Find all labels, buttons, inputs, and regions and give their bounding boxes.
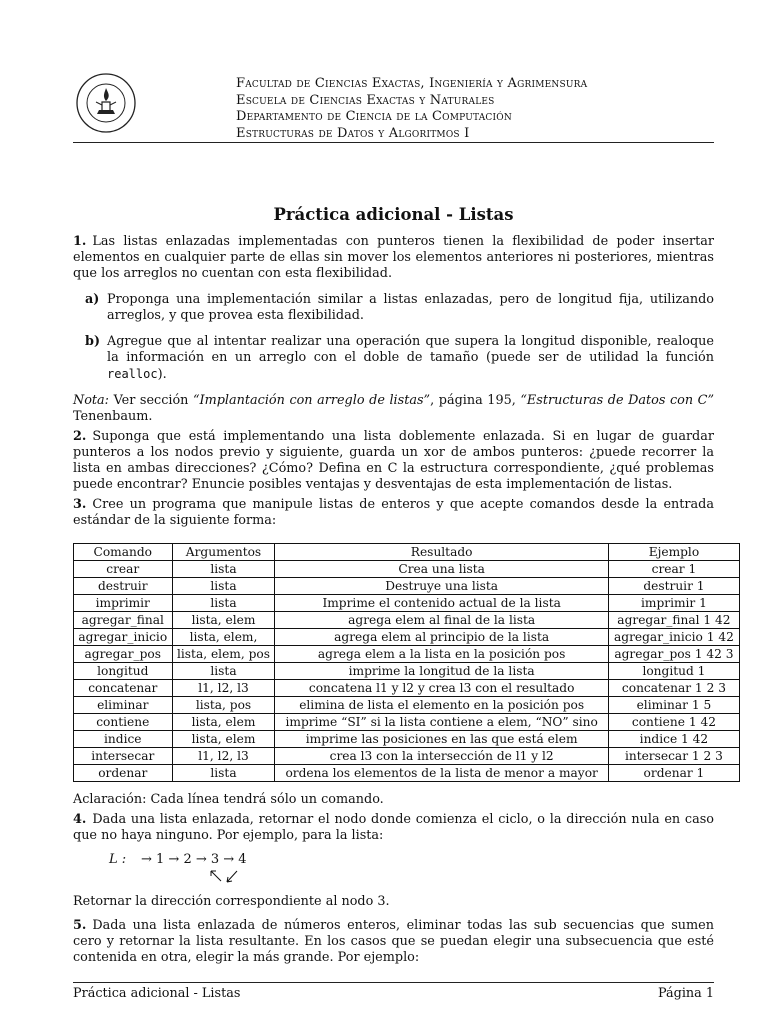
cell-comando: crear (74, 561, 173, 578)
question-3-number: 3. (73, 497, 87, 512)
cell-ejemplo: contiene 1 42 (608, 714, 739, 731)
cell-ejemplo: imprimir 1 (608, 595, 739, 612)
cell-ejemplo: agregar_inicio 1 42 (608, 629, 739, 646)
question-5-text: Dada una lista enlazada de números enteros, eliminar todas las sub secuencias que sumen cero y retornar la lista resultante. En los casos que se puedan elegir una subsecuencia que esté contenida en otra, elegir la más grande. Por ejemplo: (73, 918, 714, 965)
cell-ejemplo: agregar_final 1 42 (608, 612, 739, 629)
cell-argumentos: lista (172, 663, 275, 680)
header-comando: Comando (74, 544, 173, 561)
cell-argumentos: lista (172, 578, 275, 595)
cell-argumentos: lista, elem (172, 714, 275, 731)
page-title: Práctica adicional - Listas (273, 205, 514, 224)
item-a-text: Proponga una implementación similar a listas enlazadas, pero de longitud fija, utilizando arreglos, y que provea esta flexibilidad. (107, 292, 714, 323)
cell-resultado: elimina de lista el elemento en la posición pos (275, 697, 608, 714)
header-lines (236, 76, 587, 142)
cell-resultado: imprime la longitud de la lista (275, 663, 608, 680)
table-row (74, 714, 740, 731)
table-row (74, 748, 740, 765)
cell-ejemplo: intersecar 1 2 3 (608, 748, 739, 765)
cell-resultado: Imprime el contenido actual de la lista (275, 595, 608, 612)
header-ejemplo: Ejemplo (608, 544, 739, 561)
cell-comando: imprimir (74, 595, 173, 612)
table-header-row (74, 544, 740, 561)
cell-argumentos: l1, l2, l3 (172, 680, 275, 697)
question-3 (73, 497, 714, 529)
table-row (74, 765, 740, 782)
cell-ejemplo: eliminar 1 5 (608, 697, 739, 714)
cell-resultado: ordena los elementos de la lista de menor a mayor (275, 765, 608, 782)
cell-resultado: Crea una lista (275, 561, 608, 578)
cell-comando: longitud (74, 663, 173, 680)
cycle-arrow-icon (207, 868, 243, 890)
cell-argumentos: lista (172, 561, 275, 578)
note-pre: Ver sección (109, 393, 193, 408)
cell-ejemplo: concatenar 1 2 3 (608, 680, 739, 697)
table-row (74, 663, 740, 680)
item-b-end: ). (157, 367, 167, 382)
cell-comando: destruir (74, 578, 173, 595)
question-5 (73, 918, 714, 966)
note-book: “Estructuras de Datos con C” (520, 393, 715, 408)
cell-comando: concatenar (74, 680, 173, 697)
cell-argumentos: lista (172, 595, 275, 612)
question-3-text: Cree un programa que manipule listas de enteros y que acepte comandos desde la entrada estándar de la siguiente forma: (73, 497, 714, 528)
cell-argumentos: lista, pos (172, 697, 275, 714)
cell-argumentos: lista, elem, pos (172, 646, 275, 663)
cell-comando: contiene (74, 714, 173, 731)
cell-ejemplo: longitud 1 (608, 663, 739, 680)
cell-resultado: Destruye una lista (275, 578, 608, 595)
cell-argumentos: lista, elem, (172, 629, 275, 646)
cell-resultado: crea l3 con la intersección de l1 y l2 (275, 748, 608, 765)
question-2-text: Suponga que está implementando una lista doblemente enlazada. Si en lugar de guardar punteros a los nodos previo y siguiente, guarda un xor de ambos punteros: ¿puede recorrer la lista en ambas direcciones? ¿Cómo? Defina en C la estructura correspondiente, ¿qué problemas puede encontrar? Enuncie posibles ventajas y desventajas de esta implementación de listas. (73, 429, 714, 492)
cell-ejemplo: destruir 1 (608, 578, 739, 595)
table-row (74, 561, 740, 578)
header-resultado: Resultado (275, 544, 608, 561)
cell-resultado: agrega elem al principio de la lista (275, 629, 608, 646)
question-2 (73, 429, 714, 493)
footer (73, 982, 714, 1001)
realloc-code: realloc (107, 367, 158, 381)
cell-argumentos: lista (172, 765, 275, 782)
table-row (74, 629, 740, 646)
faculty-line: Facultad de Ciencias Exactas, Ingeniería y Agrimensura (236, 76, 588, 91)
cell-comando: ordenar (74, 765, 173, 782)
header-argumentos: Argumentos (172, 544, 275, 561)
department-line: Departamento de Ciencia de la Computación (236, 109, 512, 124)
table-row (74, 578, 740, 595)
question-4-number: 4. (73, 812, 87, 827)
cell-ejemplo: indice 1 42 (608, 731, 739, 748)
note-label: Nota: (73, 393, 109, 408)
cell-argumentos: lista, elem (172, 731, 275, 748)
question-1-text: Las listas enlazadas implementadas con punteros tienen la flexibilidad de poder insertar elementos en cualquier parte de ellas sin mover los elementos anteriores ni posteriores, mientras que los arreglos no cuentan con esta flexibilidad. (73, 234, 714, 281)
cell-resultado: imprime las posiciones en las que está elem (275, 731, 608, 748)
item-a-label: a) (85, 292, 100, 307)
table-row (74, 680, 740, 697)
course-line: Estructuras de Datos y Algoritmos I (236, 125, 470, 141)
list-expression: → 1 → 2 → 3 → 4 (141, 852, 247, 867)
cell-ejemplo: crear 1 (608, 561, 739, 578)
item-b-text: Agregue que al intentar realizar una operación que supera la longitud disponible, realoque la información en un arreglo con el doble de tamaño (puede ser de utilidad la función (107, 334, 714, 365)
question-1a (73, 292, 714, 324)
cell-comando: agregar_final (74, 612, 173, 629)
cell-comando: agregar_pos (74, 646, 173, 663)
question-4-return: Retornar la dirección correspondiente al nodo 3. (73, 894, 390, 909)
cell-ejemplo: agregar_pos 1 42 3 (608, 646, 739, 663)
page-number: Página 1 (657, 986, 714, 1001)
aclaracion: Aclaración: Cada línea tendrá sólo un comando. (73, 792, 384, 807)
question-2-number: 2. (73, 429, 87, 444)
table-row (74, 612, 740, 629)
question-5-number: 5. (73, 918, 87, 933)
note (73, 393, 714, 425)
list-label: L : (109, 852, 127, 867)
question-1 (73, 234, 714, 282)
table-row (74, 595, 740, 612)
cell-resultado: concatena l1 y l2 y crea l3 con el resultado (275, 680, 608, 697)
cell-resultado: agrega elem a la lista en la posición pos (275, 646, 608, 663)
document-page (73, 70, 734, 966)
commands-table (73, 543, 740, 782)
cell-comando: intersecar (74, 748, 173, 765)
cell-argumentos: lista, elem (172, 612, 275, 629)
header (73, 70, 714, 143)
question-4 (73, 812, 714, 844)
cell-ejemplo: ordenar 1 (608, 765, 739, 782)
cell-comando: indice (74, 731, 173, 748)
cell-resultado: imprime “SI” si la lista contiene a elem, “NO” sino (275, 714, 608, 731)
school-line: Escuela de Ciencias Exactas y Naturales (236, 92, 495, 108)
university-seal-icon (75, 72, 137, 134)
footer-title: Práctica adicional - Listas (73, 986, 241, 1001)
cell-resultado: agrega elem al final de la lista (275, 612, 608, 629)
note-post: Tenenbaum. (73, 409, 153, 424)
cell-comando: agregar_inicio (74, 629, 173, 646)
table-row (74, 731, 740, 748)
note-section: “Implantación con arreglo de listas” (193, 393, 431, 408)
question-1b (73, 334, 714, 383)
cell-comando: eliminar (74, 697, 173, 714)
table-row (74, 646, 740, 663)
table-row (74, 697, 740, 714)
cell-argumentos: l1, l2, l3 (172, 748, 275, 765)
question-4-text: Dada una lista enlazada, retornar el nodo donde comienza el ciclo, o la dirección nula en caso que no haya ninguno. Por ejemplo, para la lista: (73, 812, 714, 843)
question-1-number: 1. (73, 234, 87, 249)
cycle-list-diagram (73, 850, 714, 894)
table-body (74, 561, 740, 782)
note-mid: , página 195, (430, 393, 521, 408)
item-b-label: b) (85, 334, 101, 349)
